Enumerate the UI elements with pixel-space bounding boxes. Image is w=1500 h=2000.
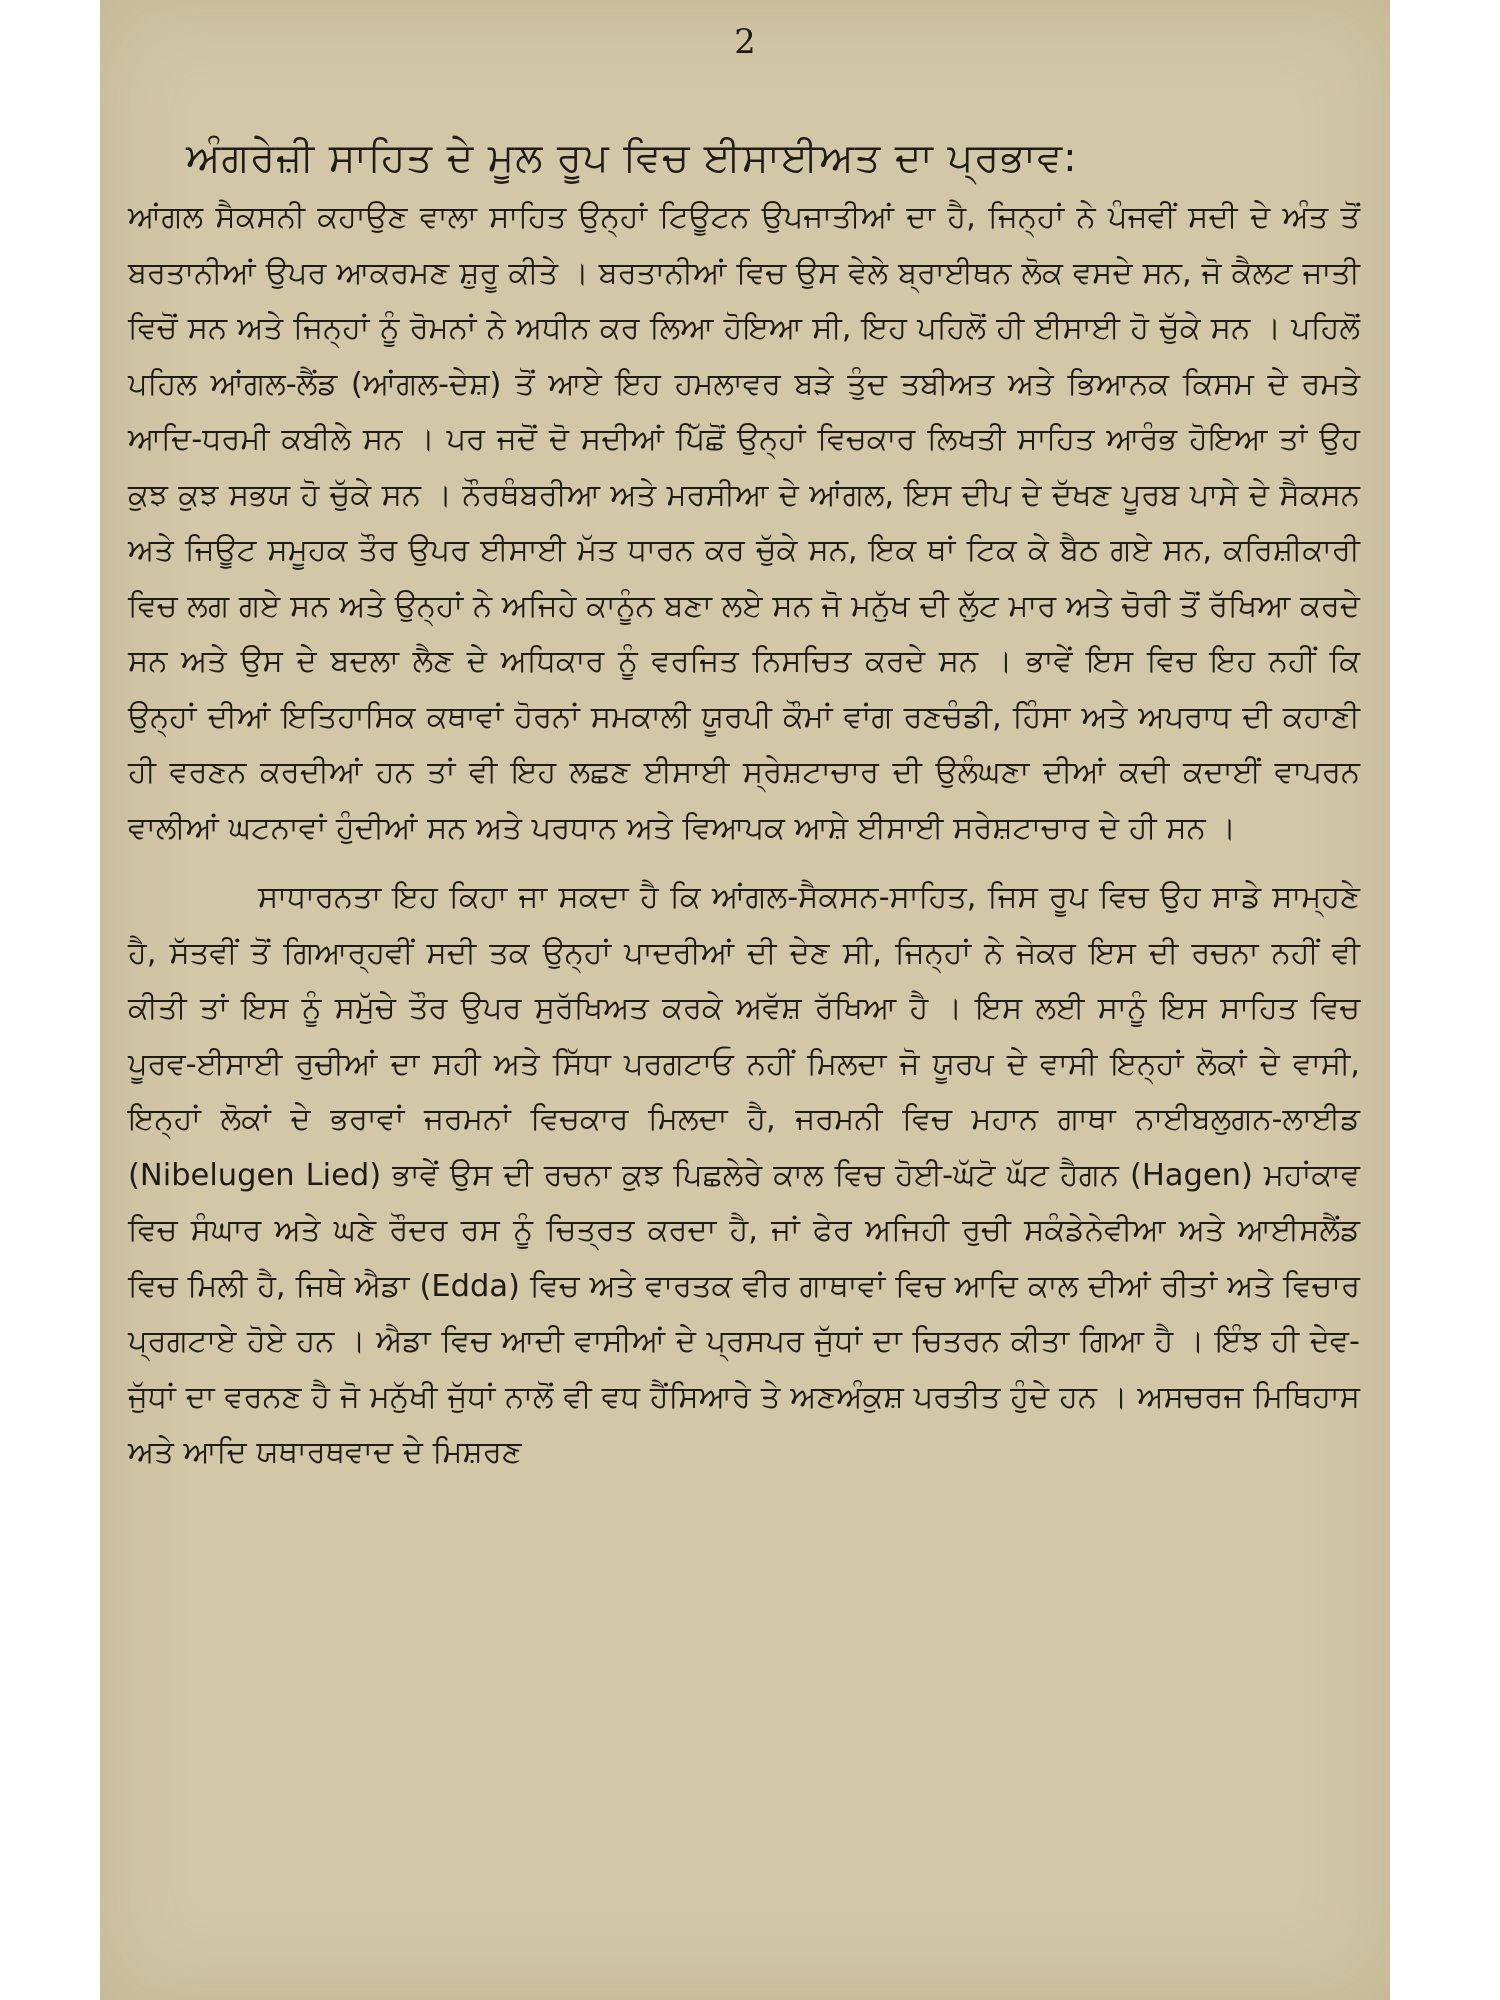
paragraph-1: ਆਂਗਲ ਸੈਕਸਨੀ ਕਹਾਉਣ ਵਾਲਾ ਸਾਹਿਤ ਉਨ੍ਹਾਂ ਟਿਊਟਨ ਉਪਜਾਤੀਆਂ ਦਾ ਹੈ, ਜਿਨ੍ਹਾਂ ਨੇ ਪੰਜਵੀਂ ਸਦੀ ਦੇ ਅੰਤ ਤੋਂ ਬਰਤਾਨੀਆਂ ਉਪਰ ਆਕਰਮਣ ਸ਼ੁਰੂ ਕੀਤੇ । ਬਰਤਾਨੀਆਂ ਵਿਚ ਉਸ ਵੇਲੇ ਬ੍ਰਾਈਥਨ ਲੋਕ ਵਸਦੇ ਸਨ, ਜੋ ਕੈਲਟ ਜਾਤੀ ਵਿਚੋਂ ਸਨ ਅਤੇ ਜਿਨ੍ਹਾਂ ਨੂੰ ਰੋਮਨਾਂ ਨੇ ਅਧੀਨ ਕਰ ਲਿਆ ਹੋਇਆ ਸੀ, ਇਹ ਪਹਿਲੋਂ ਹੀ ਈਸਾਈ ਹੋ ਚੁੱਕੇ ਸਨ । ਪਹਿਲੋਂ ਪਹਿਲ ਆਂਗਲ-ਲੈਂਡ (ਆਂਗਲ-ਦੇਸ਼) ਤੋਂ ਆਏ ਇਹ ਹਮਲਾਵਰ ਬੜੇ ਤੁੰਦ ਤਬੀਅਤ ਅਤੇ ਭਿਆਨਕ ਕਿਸਮ ਦੇ ਰਮਤੇ ਆਦਿ-ਧਰਮੀ ਕਬੀਲੇ ਸਨ । ਪਰ ਜਦੋਂ ਦੋ ਸਦੀਆਂ ਪਿੱਛੋਂ ਉਨ੍ਹਾਂ ਵਿਚਕਾਰ ਲਿਖਤੀ ਸਾਹਿਤ ਆਰੰਭ ਹੋਇਆ ਤਾਂ ਉਹ ਕੁਝ ਕੁਝ ਸਭਯ ਹੋ ਚੁੱਕੇ ਸਨ । ਨੌਰਥੰਬਰੀਆ ਅਤੇ ਮਰਸੀਆ ਦੇ ਆਂਗਲ, ਇਸ ਦੀਪ ਦੇ ਦੱਖਣ ਪੂਰਬ ਪਾਸੇ ਦੇ ਸੈਕਸਨ ਅਤੇ ਜਿਊਟ ਸਮੂਹਕ ਤੌਰ ਉਪਰ ਈਸਾਈ ਮੱਤ ਧਾਰਨ ਕਰ ਚੁੱਕੇ ਸਨ, ਇਕ ਥਾਂ ਟਿਕ ਕੇ ਬੈਠ ਗਏ ਸਨ, ਕਰਿਸ਼ੀਕਾਰੀ ਵਿਚ ਲਗ ਗਏ ਸਨ ਅਤੇ ਉਨ੍ਹਾਂ ਨੇ ਅਜਿਹੇ ਕਾਨੂੰਨ ਬਣਾ ਲਏ ਸਨ ਜੋ ਮਨੁੱਖ ਦੀ ਲੁੱਟ ਮਾਰ ਅਤੇ ਚੋਰੀ ਤੋਂ ਰੱਖਿਆ ਕਰਦੇ ਸਨ ਅਤੇ ਉਸ ਦੇ ਬਦਲਾ ਲੈਣ ਦੇ ਅਧਿਕਾਰ ਨੂੰ ਵਰਜਿਤ ਨਿਸਚਿਤ ਕਰਦੇ ਸਨ । ਭਾਵੇਂ ਇਸ ਵਿਚ ਇਹ ਨਹੀਂ ਕਿ ਉਨ੍ਹਾਂ ਦੀਆਂ ਇਤਿਹਾਸਿਕ ਕਥਾਵਾਂ ਹੋਰਨਾਂ ਸਮਕਾਲੀ ਯੂਰਪੀ ਕੌਮਾਂ ਵਾਂਗ ਰਣਚੰਡੀ, ਹਿੰਸਾ ਅਤੇ ਅਪਰਾਧ ਦੀ ਕਹਾਣੀ ਹੀ ਵਰਣਨ ਕਰਦੀਆਂ ਹਨ ਤਾਂ ਵੀ ਇਹ ਲਛਣ ਈਸਾਈ ਸ੍ਰੇਸ਼ਟਾਚਾਰ ਦੀ ਉਲੰਘਣਾ ਦੀਆਂ ਕਦੀ ਕਦਾਈਂ ਵਾਪਰਨ ਵਾਲੀਆਂ ਘਟਨਾਵਾਂ ਹੁੰਦੀਆਂ ਸਨ ਅਤੇ ਪਰਧਾਨ ਅਤੇ ਵਿਆਪਕ ਆਸ਼ੇ ਈਸਾਈ ਸਰੇਸ਼ਟਾਚਾਰ ਦੇ ਹੀ ਸਨ ।: [128, 200, 1360, 846]
paragraph-2: ਸਾਧਾਰਨਤਾ ਇਹ ਕਿਹਾ ਜਾ ਸਕਦਾ ਹੈ ਕਿ ਆਂਗਲ-ਸੈਕਸਨ-ਸਾਹਿਤ, ਜਿਸ ਰੂਪ ਵਿਚ ਉਹ ਸਾਡੇ ਸਾਮ੍ਹਣੇ ਹੈ, ਸੱਤਵੀਂ ਤੋਂ ਗਿਆਰ੍ਹਵੀਂ ਸਦੀ ਤਕ ਉਨ੍ਹਾਂ ਪਾਦਰੀਆਂ ਦੀ ਦੇਣ ਸੀ, ਜਿਨ੍ਹਾਂ ਨੇ ਜੇਕਰ ਇਸ ਦੀ ਰਚਨਾ ਨਹੀਂ ਵੀ ਕੀਤੀ ਤਾਂ ਇਸ ਨੂੰ ਸਮੁੱਚੇ ਤੌਰ ਉਪਰ ਸੁਰੱਖਿਅਤ ਕਰਕੇ ਅਵੱਸ਼ ਰੱਖਿਆ ਹੈ । ਇਸ ਲਈ ਸਾਨੂੰ ਇਸ ਸਾਹਿਤ ਵਿਚ ਪੂਰਵ-ਈਸਾਈ ਰੁਚੀਆਂ ਦਾ ਸਹੀ ਅਤੇ ਸਿੱਧਾ ਪਰਗਟਾਓ ਨਹੀਂ ਮਿਲਦਾ ਜੋ ਯੂਰਪ ਦੇ ਵਾਸੀ ਇਨ੍ਹਾਂ ਲੋਕਾਂ ਦੇ ਵਾਸੀ, ਇਨ੍ਹਾਂ ਲੋਕਾਂ ਦੇ ਭਰਾਵਾਂ ਜਰਮਨਾਂ ਵਿਚਕਾਰ ਮਿਲਦਾ ਹੈ, ਜਰਮਨੀ ਵਿਚ ਮਹਾਨ ਗਾਥਾ ਨਾਈਬਲੁਗਨ-ਲਾਈਡ (Nibelugen Lied) ਭਾਵੇਂ ਉਸ ਦੀ ਰਚਨਾ ਕੁਝ ਪਿਛਲੇਰੇ ਕਾਲ ਵਿਚ ਹੋਈ-ਘੱਟੋ ਘੱਟ ਹੈਗਨ (Hagen) ਮਹਾਂਕਾਵ ਵਿਚ ਸੰਘਾਰ ਅਤੇ ਘਣੇ ਰੌਦਰ ਰਸ ਨੂੰ ਚਿਤ੍ਰਤ ਕਰਦਾ ਹੈ, ਜਾਂ ਫੇਰ ਅਜਿਹੀ ਰੁਚੀ ਸਕੰਡੇਨੇਵੀਆ ਅਤੇ ਆਈਸਲੈਂਡ ਵਿਚ ਮਿਲੀ ਹੈ, ਜਿਥੇ ਐਡਾ (Edda) ਵਿਚ ਅਤੇ ਵਾਰਤਕ ਵੀਰ ਗਾਥਾਵਾਂ ਵਿਚ ਆਦਿ ਕਾਲ ਦੀਆਂ ਰੀਤਾਂ ਅਤੇ ਵਿਚਾਰ ਪ੍ਰਗਟਾਏ ਹੋਏ ਹਨ । ਐਡਾ ਵਿਚ ਆਦੀ ਵਾਸੀਆਂ ਦੇ ਪ੍ਰਸਪਰ ਜੁੱਧਾਂ ਦਾ ਚਿਤਰਨ ਕੀਤਾ ਗਿਆ ਹੈ । ਇੰਝ ਹੀ ਦੇਵ-ਜੁੱਧਾਂ ਦਾ ਵਰਨਣ ਹੈ ਜੋ ਮਨੁੱਖੀ ਜੁੱਧਾਂ ਨਾਲੋਂ ਵੀ ਵਧ ਹੈਂਸਿਆਰੇ ਤੇ ਅਣਅੰਕੁਸ਼ ਪਰਤੀਤ ਹੁੰਦੇ ਹਨ । ਅਸਚਰਜ ਮਿਥਿਹਾਸ ਅਤੇ ਆਦਿ ਯਥਾਰਥਵਾਦ ਦੇ ਮਿਸ਼ਰਣ: [128, 880, 1360, 1470]
section-heading: ਅੰਗਰੇਜ਼ੀ ਸਾਹਿਤ ਦੇ ਮੂਲ ਰੂਪ ਵਿਚ ਈਸਾਈਅਤ ਦਾ ਪ੍ਰਭਾਵ:: [186, 135, 1078, 181]
book-page: [100, 0, 1390, 2000]
page-body: [128, 128, 1360, 1481]
page-number: 2: [734, 22, 756, 62]
